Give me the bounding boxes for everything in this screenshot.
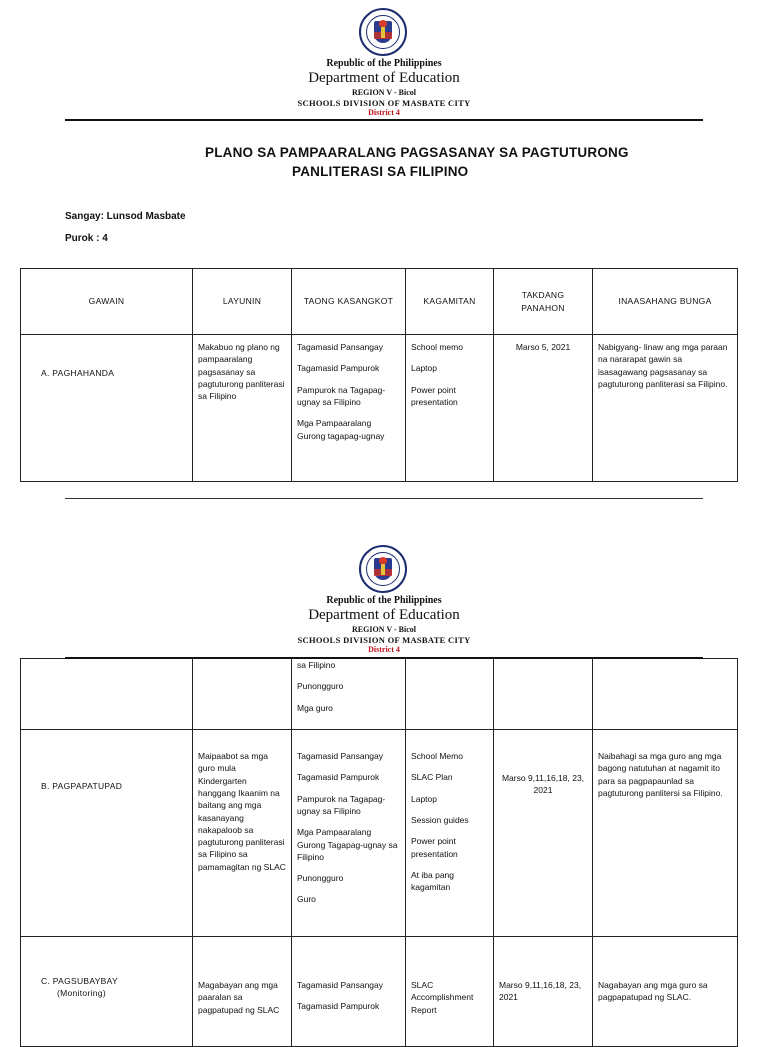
takdang-cell: Marso 5, 2021 (494, 335, 593, 482)
header-layunin: LAYUNIN (193, 269, 292, 335)
takdang-cell (494, 659, 593, 730)
republic-text: Republic of the Philippines (326, 595, 442, 606)
gawain-sublabel: (Monitoring) (57, 988, 106, 999)
bunga-cell: Nabigyang- linaw ang mga paraan na nararapat gawin sa isasagawang pagsasanay sa pagtuturong panliterasi sa Filipino. (593, 335, 738, 482)
department-text: Department of Education (308, 70, 460, 86)
taong-cell (292, 936, 406, 1046)
bunga-cell: Nagabayan ang mga guro sa pagpapatupad ng SLAC. (593, 936, 738, 1046)
taong-item: Tagamasid Pampurok (297, 772, 380, 783)
table-header-row (21, 269, 738, 335)
layunin-cell (193, 659, 292, 730)
deped-seal-logo (359, 545, 407, 593)
kagamitan-item: Power point presentation (411, 836, 458, 859)
page-title-line1: PLANO SA PAMPAARALANG PAGSASANAY SA PAGTUTURONG (205, 145, 629, 160)
taong-item: Pampurok na Tagapag-ugnay sa Filipino (297, 384, 386, 407)
plan-table-page1 (20, 268, 738, 482)
taong-item: Punongguro (297, 873, 344, 884)
kagamitan-cell (406, 659, 494, 730)
page-break-rule (65, 498, 703, 499)
header-taong-kasangkot: TAONG KASANGKOT (292, 269, 406, 335)
taong-item: Tagamasid Pansangay (297, 979, 384, 990)
header-takdang-line1: TAKDANG (521, 290, 565, 301)
header-inaasahang-bunga: INAASAHANG BUNGA (593, 269, 738, 335)
kagamitan-item: At iba pang kagamitan (411, 869, 455, 893)
kagamitan-item: Session guides (411, 814, 469, 825)
taong-item: Tagamasid Pansangay (297, 750, 384, 761)
kagamitan-item: Laptop (411, 793, 437, 804)
header-takdang-panahon (494, 269, 593, 335)
purok-label: Purok : 4 (65, 233, 108, 244)
table-row-paghahanda (21, 335, 738, 482)
district-text: District 4 (368, 645, 400, 654)
kagamitan-item: Power point presentation (411, 384, 458, 407)
taong-cell (292, 729, 406, 936)
header-gawain: GAWAIN (21, 269, 193, 335)
deped-seal-logo (359, 8, 407, 56)
header-rule (65, 119, 703, 121)
taong-item: Tagamasid Pampurok (297, 363, 380, 374)
kagamitan-cell (406, 335, 494, 482)
takdang-cell: Marso 9,11,16,18, 23, 2021 (494, 936, 593, 1046)
takdang-cell: Marso 9,11,16,18, 23, 2021 (494, 729, 593, 936)
kagamitan-item: School Memo (411, 750, 463, 761)
kagamitan-item: School memo (411, 342, 463, 352)
department-text: Department of Education (308, 607, 460, 623)
page-title-line2: PANLITERASI SA FILIPINO (292, 164, 469, 179)
layunin-cell: Maipaabot sa mga guro mula Kindergarten hanggang Ikaanim na baitang ang mga kasanayang nakapaloob sa pagtuturong panliterasi sa Filipino sa pamamagitan ng SLAC (193, 729, 292, 936)
bunga-cell (593, 659, 738, 730)
taong-cell (292, 659, 406, 730)
taong-item: Punongguro (297, 681, 344, 692)
taong-item: Tagamasid Pansangay (297, 342, 384, 352)
taong-cell (292, 335, 406, 482)
kagamitan-item: SLAC Plan (411, 772, 453, 783)
table-row-pagpapatupad (21, 729, 738, 936)
district-text: District 4 (368, 108, 400, 117)
gawain-cell: B. PAGPAPATUPAD (21, 729, 193, 936)
taong-item: Mga Pampaaralang Gurong Tagapag-ugnay sa Filipino (297, 827, 398, 862)
gawain-cell: A. PAGHAHANDA (21, 335, 193, 482)
taong-item: Mga Pampaaralang Gurong tagapag-ugnay (297, 418, 385, 441)
region-text: REGION V - Bicol (352, 625, 416, 634)
gawain-cell (21, 659, 193, 730)
taong-item: Mga guro (297, 702, 333, 713)
header-rule (65, 657, 703, 659)
taong-item: Tagamasid Pampurok (297, 1001, 380, 1012)
header-kagamitan: KAGAMITAN (406, 269, 494, 335)
sangay-label: Sangay: Lunsod Masbate (65, 211, 186, 222)
table-row-pagsubaybay (21, 936, 738, 1046)
layunin-cell: Makabuo ng plano ng pampaaralang pagsasanay sa pagtuturong panliterasi sa Filipino (193, 335, 292, 482)
kagamitan-item: Laptop (411, 363, 437, 374)
header-takdang-line2: PANAHON (521, 302, 565, 313)
division-text: SCHOOLS DIVISION OF MASBATE CITY (297, 98, 471, 108)
region-text: REGION V - Bicol (352, 88, 416, 97)
table-row-continuation (21, 659, 738, 730)
division-text: SCHOOLS DIVISION OF MASBATE CITY (297, 635, 471, 645)
plan-table-page2 (20, 658, 738, 1047)
layunin-cell: Magabayan ang mga paaralan sa pagpatupad ng SLAC (193, 936, 292, 1046)
taong-item: sa Filipino (297, 660, 336, 670)
gawain-label: C. PAGSUBAYBAY (41, 975, 118, 986)
kagamitan-cell (406, 729, 494, 936)
taong-item: Pampurok na Tagapag-ugnay sa Filipino (297, 793, 386, 816)
bunga-cell: Naibahagi sa mga guro ang mga bagong natutuhan at nagamit ito para sa pagpapaunlad sa pagtuturong panlitersi sa Filipino. (593, 729, 738, 936)
gawain-cell (21, 936, 193, 1046)
kagamitan-cell: SLAC Accomplishment Report (406, 936, 494, 1046)
republic-text: Republic of the Philippines (326, 58, 442, 69)
taong-item: Guro (297, 894, 316, 905)
